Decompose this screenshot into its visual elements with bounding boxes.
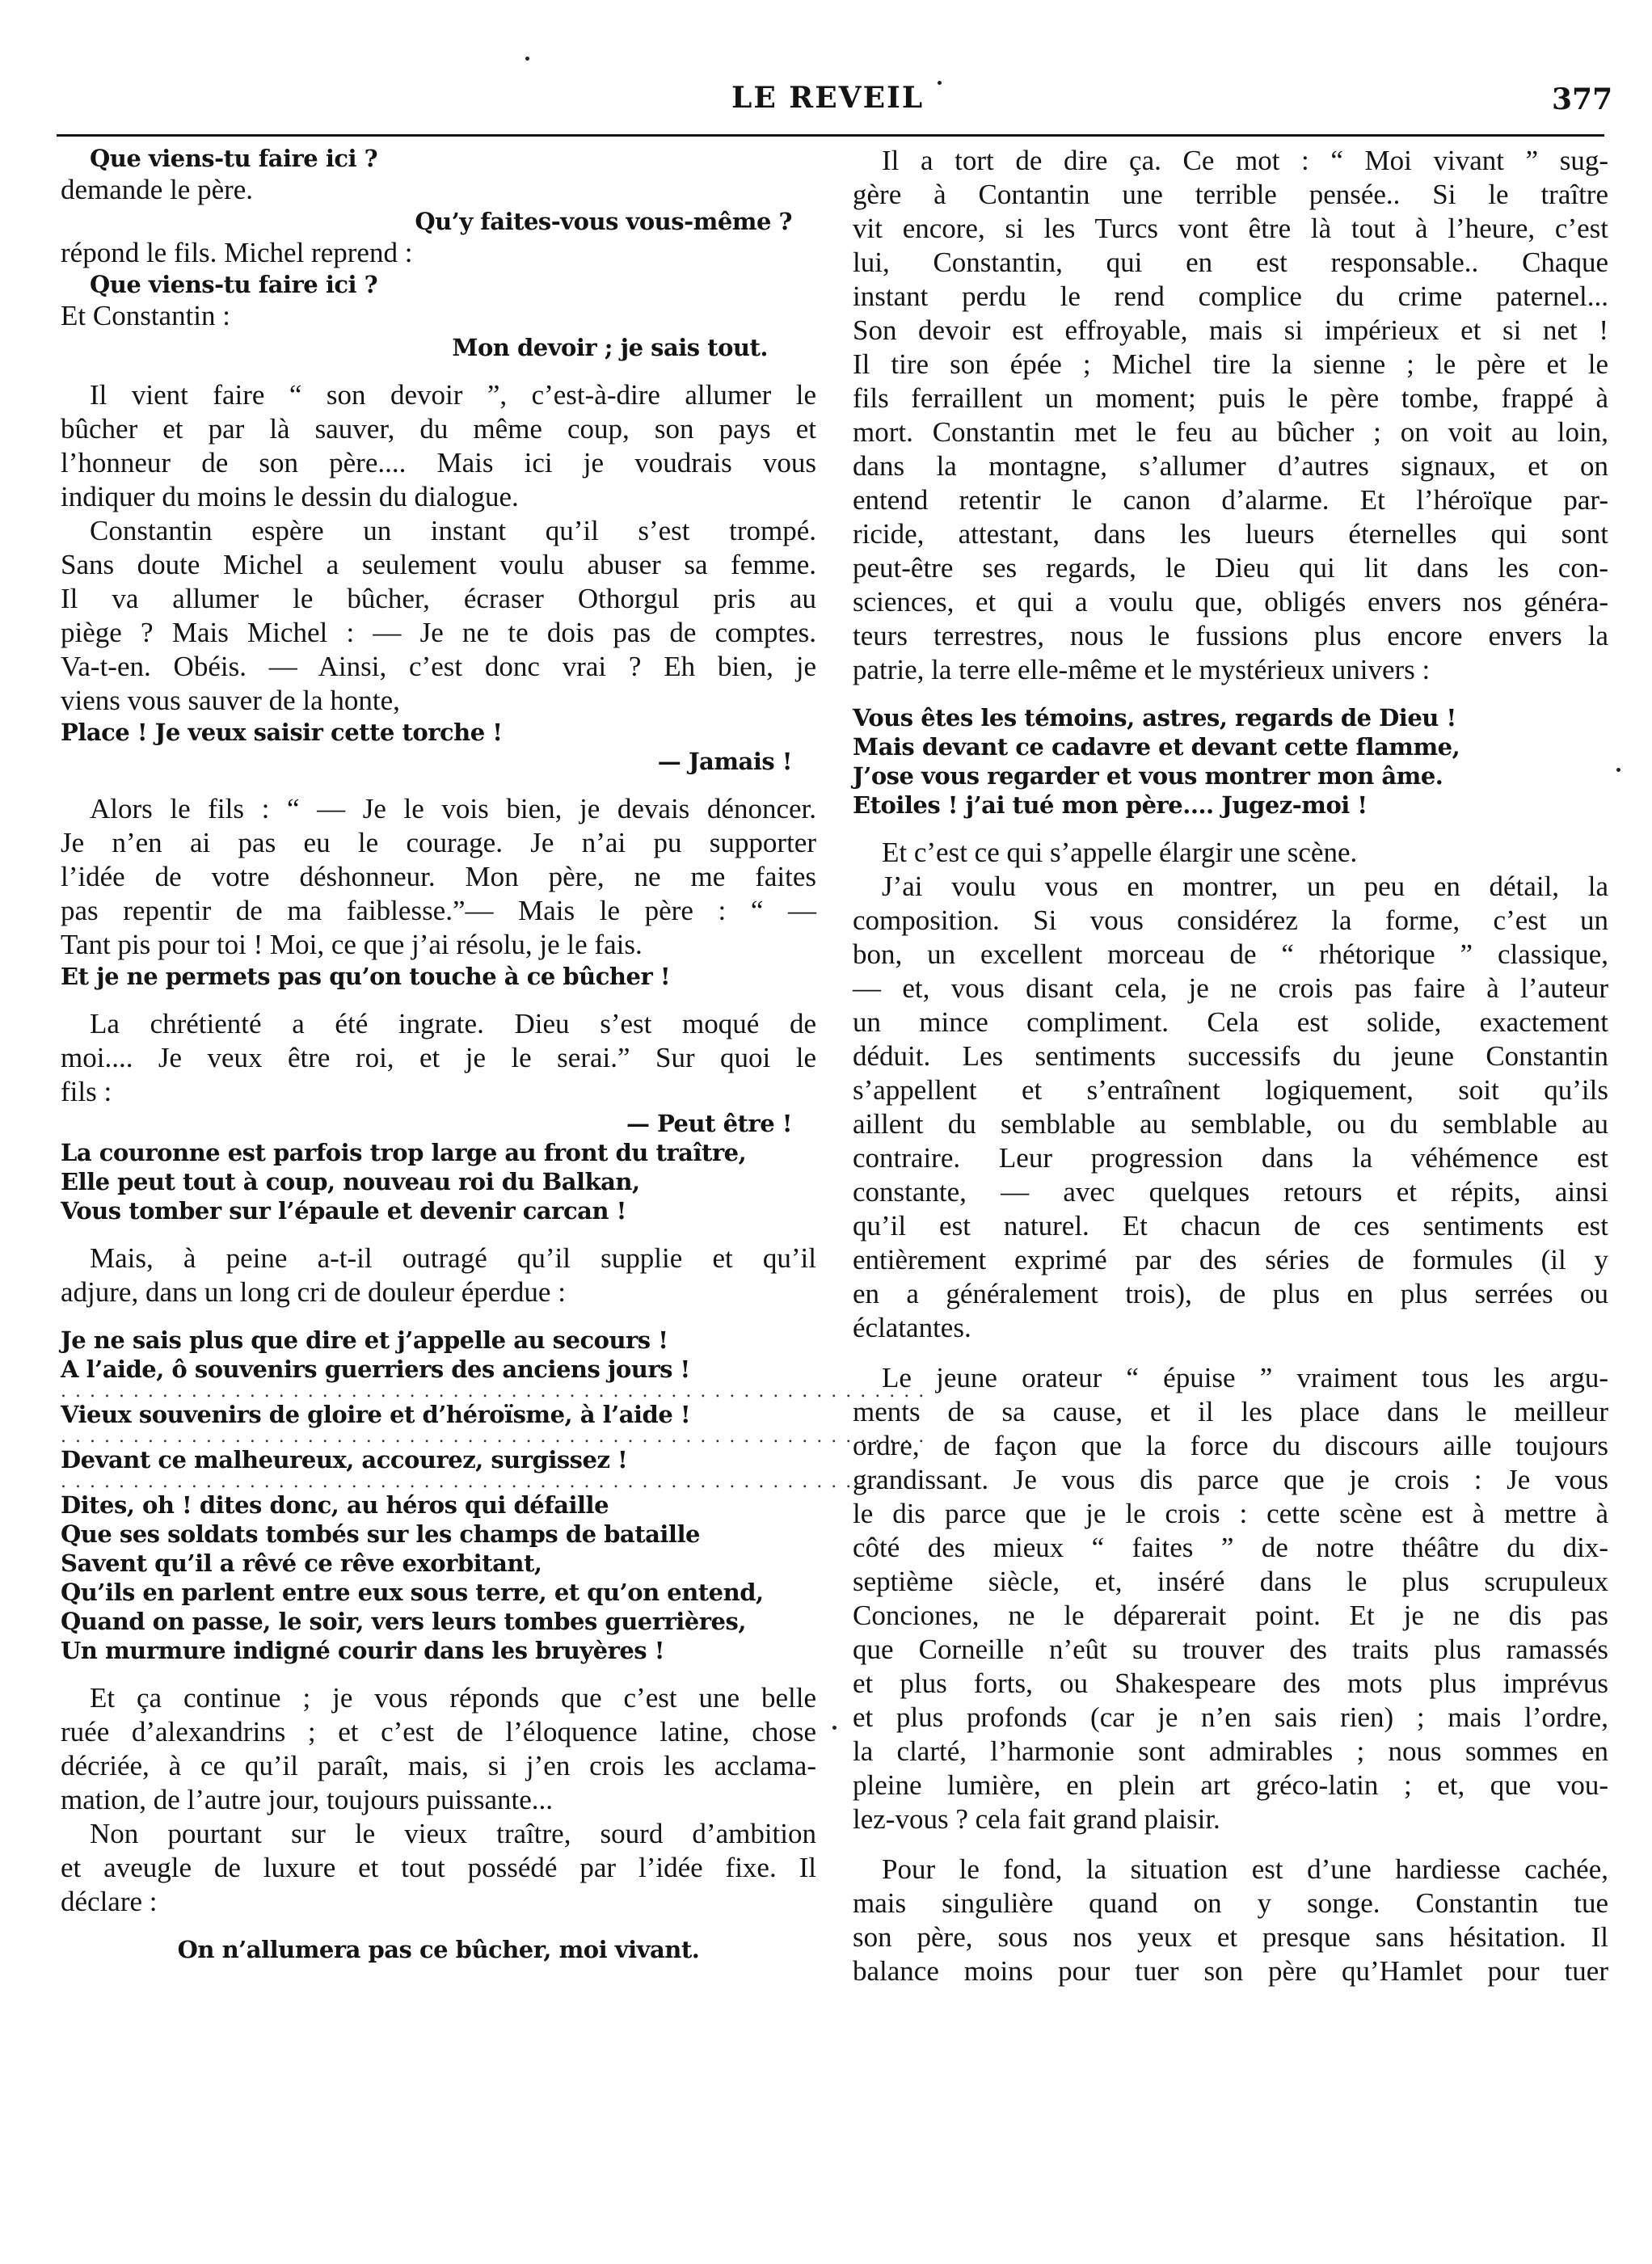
prose-line: patrie, la terre elle-même et le mystérieux univers : <box>853 654 1431 685</box>
prose-line: lui, Constantin, qui en est responsable.. Chaque <box>853 247 1608 278</box>
prose-line: pleine lumière, en plein art gréco-latin ; et, que vou- <box>853 1769 1608 1801</box>
prose-line: un mince compliment. Cela est solide, exactement <box>853 1006 1608 1038</box>
prose-line: constante, — avec quelques retours et répits, ainsi <box>853 1176 1608 1208</box>
prose-line: Le jeune orateur “ épuise ” vraiment tous les argu- <box>882 1362 1608 1393</box>
prose-line: Non pourtant sur le vieux traître, sourd d’ambition <box>90 1818 816 1849</box>
prose-line: lez-vous ? cela fait grand plaisir. <box>853 1803 1220 1835</box>
verse-line: Etoiles ! j’ai tué mon père.... Jugez-moi ! <box>853 791 1368 819</box>
prose-line: qu’il est naturel. Et chacun de ces sentiments est <box>853 1210 1608 1242</box>
prose-line: Constantin espère un instant qu’il s’est trompé. <box>90 515 816 546</box>
paragraph-gap <box>61 776 816 792</box>
prose-line: sciences, et qui a voulu que, obligés envers nos généra- <box>853 586 1608 618</box>
prose-line: et plus profonds (car je n’en sais rien) ; mais l’ordre, <box>853 1701 1608 1733</box>
verse-line: Elle peut tout à coup, nouveau roi du Balkan, <box>61 1168 640 1195</box>
prose-line: éclatantes. <box>853 1312 971 1343</box>
paragraph-gap <box>853 1345 1608 1361</box>
prose-line: La chrétienté a été ingrate. Dieu s’est moqué de <box>90 1008 816 1039</box>
prose-line: le dis parce que je le crois : cette scène est à mettre à <box>853 1498 1608 1529</box>
prose-line: ments de sa cause, et il les place dans le meilleur <box>853 1396 1608 1427</box>
prose-line: composition. Si vous considérez la forme, c’est un <box>853 904 1608 936</box>
verse-line: Mais devant ce cadavre et devant cette flamme, <box>853 733 1460 761</box>
verse-line: Et je ne permets pas qu’on touche à ce bûcher ! <box>61 963 671 990</box>
prose-line: l’honneur de son père.... Mais ici je voudrais vous <box>61 447 816 479</box>
paragraph-gap <box>61 1919 816 1935</box>
prose-line: vit encore, si les Turcs vont être là tout à l’heure, c’est <box>853 213 1608 244</box>
prose-line: viens vous sauver de la honte, <box>61 685 400 716</box>
paragraph-gap <box>61 362 816 378</box>
verse-line: Que viens-tu faire ici ? <box>90 145 378 172</box>
prose-line: Il a tort de dire ça. Ce mot : “ Moi vivant ” sug- <box>882 145 1608 176</box>
verse-line: A l’aide, ô souvenirs guerriers des anciens jours ! <box>61 1355 690 1383</box>
prose-line: Il vient faire “ son devoir ”, c’est-à-dire allumer le <box>90 379 816 411</box>
prose-line: mort. Constantin met le feu au bûcher ; on voit au loin, <box>853 416 1608 448</box>
prose-line: septième siècle, et, inséré dans le plus scrupuleux <box>853 1566 1608 1597</box>
prose-line: balance moins pour tuer son père qu’Hamlet pour tuer <box>853 1955 1608 1987</box>
prose-line: demande le père. <box>61 174 254 205</box>
verse-line: Qu’ils en parlent entre eux sous terre, et qu’on entend, <box>61 1579 764 1606</box>
prose-line: dans la montagne, s’allumer d’autres signaux, et on <box>853 450 1608 482</box>
verse-line: J’ose vous regarder et vous montrer mon âme. <box>853 762 1443 790</box>
prose-line: Conciones, ne le déparerait point. Et je ne dis pas <box>853 1600 1608 1631</box>
prose-line: mation, de l’autre jour, toujours puissante... <box>61 1784 554 1815</box>
prose-line: bon, un excellent morceau de “ rhétorique ” classique, <box>853 938 1608 970</box>
prose-line: et aveugle de luxure et tout possédé par l’idée fixe. Il <box>61 1852 816 1883</box>
prose-line: l’idée de votre déshonneur. Mon père, ne me faites <box>61 861 816 892</box>
paragraph-gap <box>61 1665 816 1681</box>
prose-line: Et Constantin : <box>61 300 230 331</box>
scan-speck <box>525 57 529 61</box>
verse-line: Vous tomber sur l’épaule et devenir carcan ! <box>61 1197 626 1225</box>
prose-line: bûcher et par là sauver, du même coup, son pays et <box>61 413 816 445</box>
prose-line: teurs terrestres, nous le fussions plus encore envers la <box>853 620 1608 651</box>
verse-line: Vous êtes les témoins, astres, regards de Dieu ! <box>853 704 1456 731</box>
scan-speck <box>938 81 942 85</box>
prose-line: fils ferraillent un moment; puis le père tombe, frappé à <box>853 382 1608 414</box>
prose-line: entièrement exprimé par des séries de formules (il y <box>853 1244 1608 1275</box>
verse-line: Un murmure indigné courir dans les bruyères ! <box>61 1637 664 1664</box>
prose-line: que Corneille n’eût su trouver des traits plus ramassés <box>853 1634 1608 1665</box>
prose-line: gère à Contantin une terrible pensée.. Si le traître <box>853 179 1608 210</box>
prose-line: Va-t-en. Obéis. — Ainsi, c’est donc vrai ? Eh bien, je <box>61 651 816 682</box>
prose-line: ordre, de façon que la force du discours aille toujours <box>853 1430 1608 1461</box>
verse-line: Dites, oh ! dites donc, au héros qui défaille <box>61 1491 609 1519</box>
verse-line: La couronne est parfois trop large au front du traître, <box>61 1139 747 1166</box>
ellipsis-rule: . . . . . . . . . . . . . . . . . . . . . . . . . . . . . . . . . . . . . . . . . . . . . . . . . . . . . . . . . . . . <box>61 1381 926 1402</box>
prose-line: indiquer du moins le dessin du dialogue. <box>61 481 519 512</box>
verse-line: Je ne sais plus que dire et j’appelle au secours ! <box>61 1326 668 1354</box>
prose-line: ricide, attestant, dans les lueurs éternelles qui sont <box>853 518 1608 550</box>
verse-line: Que viens-tu faire ici ? <box>90 271 378 298</box>
paragraph-gap <box>853 820 1608 836</box>
prose-line: son père, sous nos yeux et presque sans hésitation. Il <box>853 1921 1608 1953</box>
page-number: 377 <box>1552 82 1613 116</box>
verse-line: Qu’y faites-vous vous-même ? <box>415 208 792 235</box>
prose-line: aillent du semblable au semblable, ou du semblable au <box>853 1108 1608 1140</box>
prose-line: la clarté, l’harmonie sont admirables ; nous sommes en <box>853 1735 1608 1767</box>
prose-line: Tant pis pour toi ! Moi, ce que j’ai résolu, je le fais. <box>61 929 643 960</box>
verse-line: Devant ce malheureux, accourez, surgissez ! <box>61 1446 628 1473</box>
prose-line: décriée, à ce qu’il paraît, mais, si j’en crois les acclama- <box>61 1750 816 1781</box>
verse-line: On n’allumera pas ce bûcher, moi vivant. <box>177 1936 700 1963</box>
verse-line: — Jamais ! <box>657 748 792 775</box>
prose-line: s’appellent et s’entraînent logiquement, soit qu’ils <box>853 1074 1608 1106</box>
prose-line: en a généralement trois), de plus en plus serrées ou <box>853 1278 1608 1309</box>
prose-line: fils : <box>61 1076 112 1107</box>
prose-line: déclare : <box>61 1886 158 1917</box>
prose-line: piège ? Mais Michel : — Je ne te dois pas de comptes. <box>61 617 816 648</box>
prose-line: Je n’en ai pas eu le courage. Je n’ai pu supporter <box>61 827 816 858</box>
paragraph-gap <box>853 687 1608 703</box>
paragraph-gap <box>61 1225 816 1242</box>
prose-line: et plus forts, ou Shakespeare des mots plus imprévus <box>853 1667 1608 1699</box>
verse-line: Place ! Je veux saisir cette torche ! <box>61 719 503 746</box>
journal-title: LE REVEIL <box>731 81 925 115</box>
prose-line: déduit. Les sentiments successifs du jeune Constantin <box>853 1040 1608 1072</box>
verse-line: Quand on passe, le soir, vers leurs tombes guerrières, <box>61 1608 746 1635</box>
verse-line: Savent qu’il a rêvé ce rêve exorbitant, <box>61 1549 542 1577</box>
prose-line: adjure, dans un long cri de douleur éperdue : <box>61 1276 566 1308</box>
prose-line: côté des mieux “ faites ” de notre théâtre du dix- <box>853 1532 1608 1563</box>
verse-line: Que ses soldats tombés sur les champs de bataille <box>61 1520 700 1548</box>
prose-line: Il tire son épée ; Michel tire la sienne ; le père et le <box>853 348 1608 380</box>
prose-line: répond le fils. Michel reprend : <box>61 237 413 268</box>
prose-line: — et, vous disant cela, je ne crois pas faire à l’auteur <box>853 972 1608 1004</box>
prose-line: peut-être ses regards, le Dieu qui lit dans les con- <box>853 552 1608 584</box>
right-column <box>853 144 1608 1988</box>
prose-line: instant perdu le rend complice du crime paternel... <box>853 280 1608 312</box>
prose-line: Et ça continue ; je vous réponds que c’est une belle <box>90 1682 816 1714</box>
prose-line: Mais, à peine a-t-il outragé qu’il supplie et qu’il <box>90 1242 816 1274</box>
ellipsis-rule: . . . . . . . . . . . . . . . . . . . . . . . . . . . . . . . . . . . . . . . . . . . . . . . . . . . . . . . . . . . . <box>61 1427 926 1447</box>
verse-line: Vieux souvenirs de gloire et d’héroïsme, à l’aide ! <box>61 1401 691 1428</box>
prose-line: pas repentir de ma faiblesse.”— Mais le père : “ — <box>61 895 816 926</box>
verse-line: Mon devoir ; je sais tout. <box>452 334 768 361</box>
scan-speck <box>1616 768 1620 772</box>
header-rule <box>57 134 1604 137</box>
paragraph-gap <box>853 1836 1608 1853</box>
prose-line: Et c’est ce qui s’appelle élargir une scène. <box>882 837 1358 868</box>
prose-line: Alors le fils : “ — Je le vois bien, je devais dénoncer. <box>90 793 816 824</box>
scan-speck <box>832 1726 837 1730</box>
prose-line: Son devoir est effroyable, mais si impérieux et si net ! <box>853 314 1608 346</box>
verse-line: — Peut être ! <box>626 1110 792 1137</box>
prose-line: Sans doute Michel a seulement voulu abuser sa femme. <box>61 549 816 580</box>
prose-line: moi.... Je veux être roi, et je le serai.” Sur quoi le <box>61 1042 816 1073</box>
paragraph-gap <box>61 991 816 1007</box>
prose-line: contraire. Leur progression dans la véhémence est <box>853 1142 1608 1174</box>
prose-line: Pour le fond, la situation est d’une hardiesse cachée, <box>882 1853 1608 1885</box>
prose-line: grandissant. Je vous dis parce que je crois : Je vous <box>853 1464 1608 1495</box>
prose-line: ruée d’alexandrins ; et c’est de l’éloquence latine, chose <box>61 1716 816 1748</box>
paragraph-gap <box>61 1309 816 1326</box>
ellipsis-rule: . . . . . . . . . . . . . . . . . . . . . . . . . . . . . . . . . . . . . . . . . . . . . . . . . . . . . . . . . . . . <box>61 1472 926 1492</box>
prose-line: mais singulière quand on y songe. Constantin tue <box>853 1887 1608 1919</box>
prose-line: J’ai voulu vous en montrer, un peu en détail, la <box>882 871 1608 902</box>
prose-line: entend retentir le canon d’alarme. Et l’héroïque par- <box>853 484 1608 516</box>
prose-line: Il va allumer le bûcher, écraser Othorgul pris au <box>61 583 816 614</box>
